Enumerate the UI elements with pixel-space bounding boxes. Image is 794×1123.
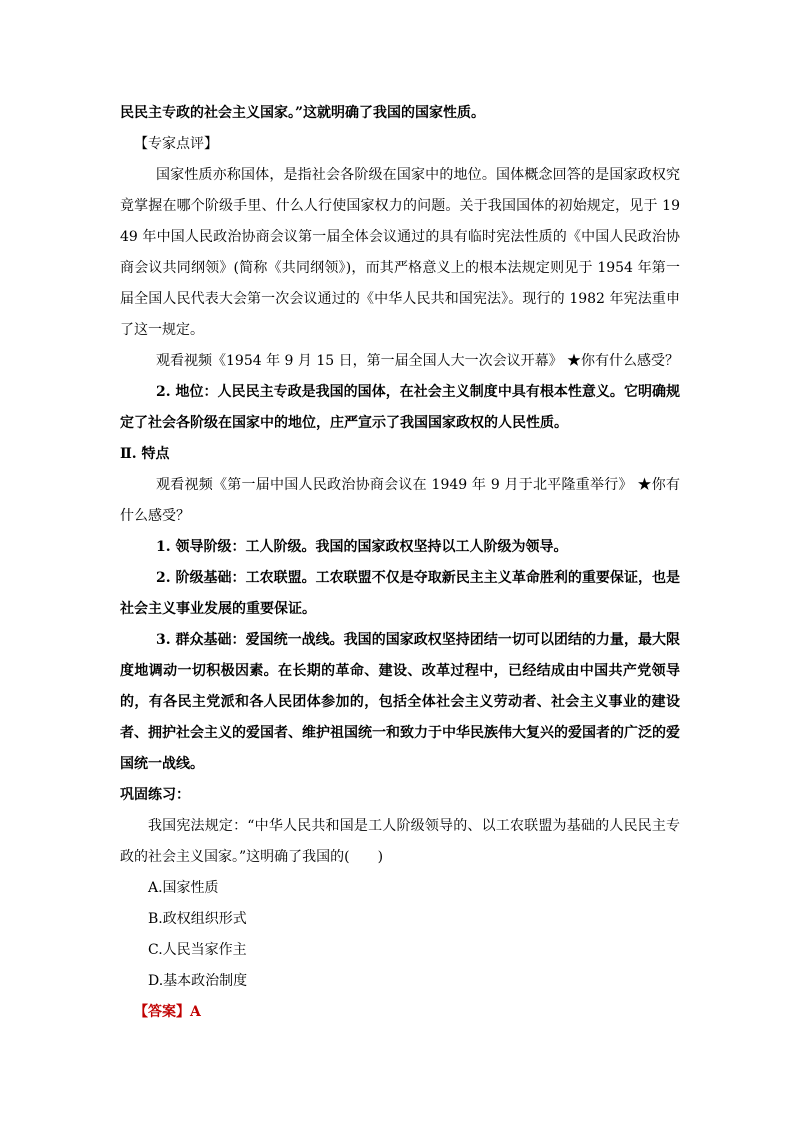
- expert-comment-heading: 【专家点评】: [134, 136, 218, 152]
- section-heading-features: Ⅱ. 特点: [120, 446, 170, 462]
- expert-comment-body: 国家性质亦称国体，是指社会各阶级在国家中的地位。国体概念回答的是国家政权究竟掌握在哪个阶级手里、什么人行使国家权力的问题。关于我国国体的初始规定，见于 1949 年中国人民政治协商会议第一届全体会议通过的具有临时宪法性质的《中国人民政治协商会议共同纲领》(简称《共同纲领》)，而其严格意义上的根本法规定则见于 1954 年第一届全国人民代表大会第一次会议通过的《中华人民共和国宪法》。现行的 1982 年宪法重申了这一规定。: [120, 167, 680, 338]
- video-prompt-2: 观看视频《第一届中国人民政治协商会议在 1949 年 9 月于北平隆重举行》 ★你有什么感受？: [120, 477, 680, 524]
- exercise-question: 我国宪法规定：“中华人民共和国是工人阶级领导的、以工农联盟为基础的人民民主专政的社会主义国家。”这明确了我国的( ): [120, 818, 680, 865]
- feature-3-mass-basis: 3. 群众基础：爱国统一战线。我国的国家政权坚持团结一切可以团结的力量，最大限度地调动一切积极因素。在长期的革命、建设、改革过程中，已经结成由中国共产党领导的，有各民主党派和各人民团体参加的，包括全体社会主义劳动者、社会主义事业的建设者、拥护社会主义的爱国者、维护祖国统一和致力于中华民族伟大复兴的爱国者的广泛的爱国统一战线。: [120, 632, 680, 772]
- option-a: A.国家性质: [148, 880, 219, 896]
- option-b: B.政权组织形式: [148, 911, 247, 927]
- paragraph-continuation: 民民主专政的社会主义国家。”这就明确了我国的国家性质。: [120, 105, 486, 121]
- exercise-heading: 巩固练习：: [120, 787, 190, 803]
- feature-1-leading-class: 1. 领导阶级：工人阶级。我国的国家政权坚持以工人阶级为领导。: [156, 539, 568, 555]
- option-c: C.人民当家作主: [148, 942, 247, 958]
- feature-2-class-basis: 2. 阶级基础：工农联盟。工农联盟不仅是夺取新民主主义革命胜利的重要保证，也是社会主义事业发展的重要保证。: [120, 570, 680, 617]
- answer-value: A: [190, 1004, 201, 1020]
- answer-line: [120, 997, 680, 1028]
- document-page: [120, 98, 680, 1028]
- option-d: D.基本政治制度: [148, 973, 248, 989]
- video-prompt-1: 观看视频《1954 年 9 月 15 日，第一届全国人大一次会议开幕》 ★你有什么感受？: [156, 353, 680, 369]
- answer-label: 【答案】: [134, 1004, 190, 1020]
- point-2-status: 2. 地位：人民民主专政是我国的国体，在社会主义制度中具有根本性意义。它明确规定了社会各阶级在国家中的地位，庄严宣示了我国国家政权的人民性质。: [120, 384, 680, 431]
